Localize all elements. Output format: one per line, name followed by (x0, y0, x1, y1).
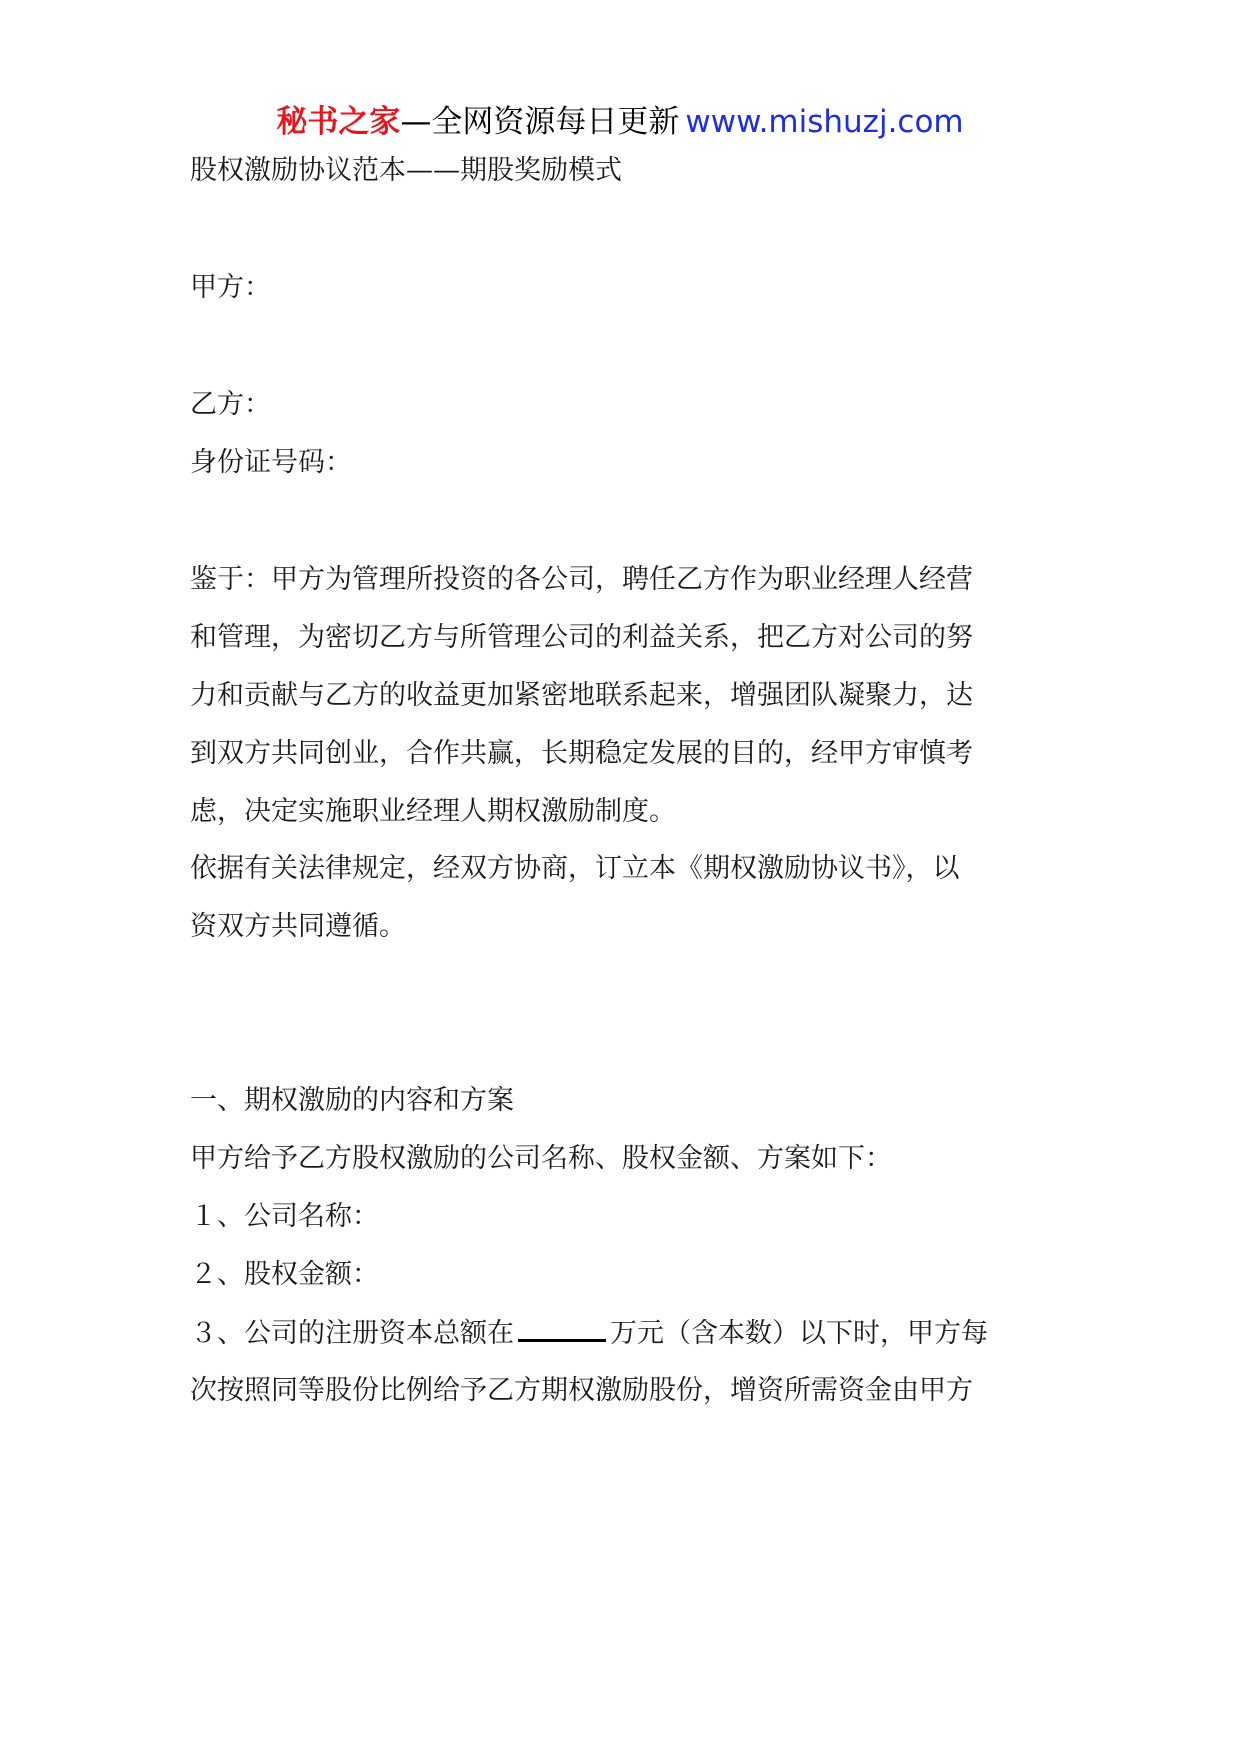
list-item-capital-clause (190, 1313, 1060, 1354)
party-a-label: 甲方： (190, 272, 271, 303)
document-title: 股权激励协议范本——期股奖励模式 (190, 155, 622, 186)
clause-text: ３、公司的注册资本总额在 (190, 1318, 514, 1349)
party-b-label: 乙方： (190, 389, 271, 420)
whereas-line: 力和贡献与乙方的收益更加紧密地联系起来，增强团队凝聚力，达 (190, 680, 973, 711)
list-item-company-name: １、公司名称： (190, 1201, 379, 1232)
brand-name: 秘书之家 (276, 104, 401, 140)
list-item-equity-amount: ２、股权金额： (190, 1259, 379, 1290)
site-url-link[interactable]: www.mishuzj.com (685, 104, 964, 140)
basis-line: 资双方共同遵循。 (190, 911, 406, 942)
site-header (0, 100, 1240, 144)
clause-continuation: 次按照同等股份比例给予乙方期权激励股份，增资所需资金由甲方 (190, 1375, 973, 1406)
whereas-line: 和管理，为密切乙方与所管理公司的利益关系，把乙方对公司的努 (190, 622, 973, 653)
clause-text: 万元（含本数）以下时，甲方每 (610, 1318, 988, 1349)
basis-line: 依据有关法律规定，经双方协商，订立本《期权激励协议书》，以 (190, 853, 960, 884)
whereas-line: 到双方共同创业，合作共赢，长期稳定发展的目的，经甲方审慎考 (190, 738, 973, 769)
id-number-label: 身份证号码： (190, 447, 352, 478)
header-slogan: —全网资源每日更新 (400, 104, 680, 140)
section-intro: 甲方给予乙方股权激励的公司名称、股权金额、方案如下： (190, 1143, 892, 1174)
section-heading: 一、期权激励的内容和方案 (190, 1085, 514, 1116)
whereas-line: 鉴于：甲方为管理所投资的各公司，聘任乙方作为职业经理人经营 (190, 564, 973, 595)
whereas-line: 虑，决定实施职业经理人期权激励制度。 (190, 796, 676, 827)
fill-in-blank (518, 1313, 606, 1342)
